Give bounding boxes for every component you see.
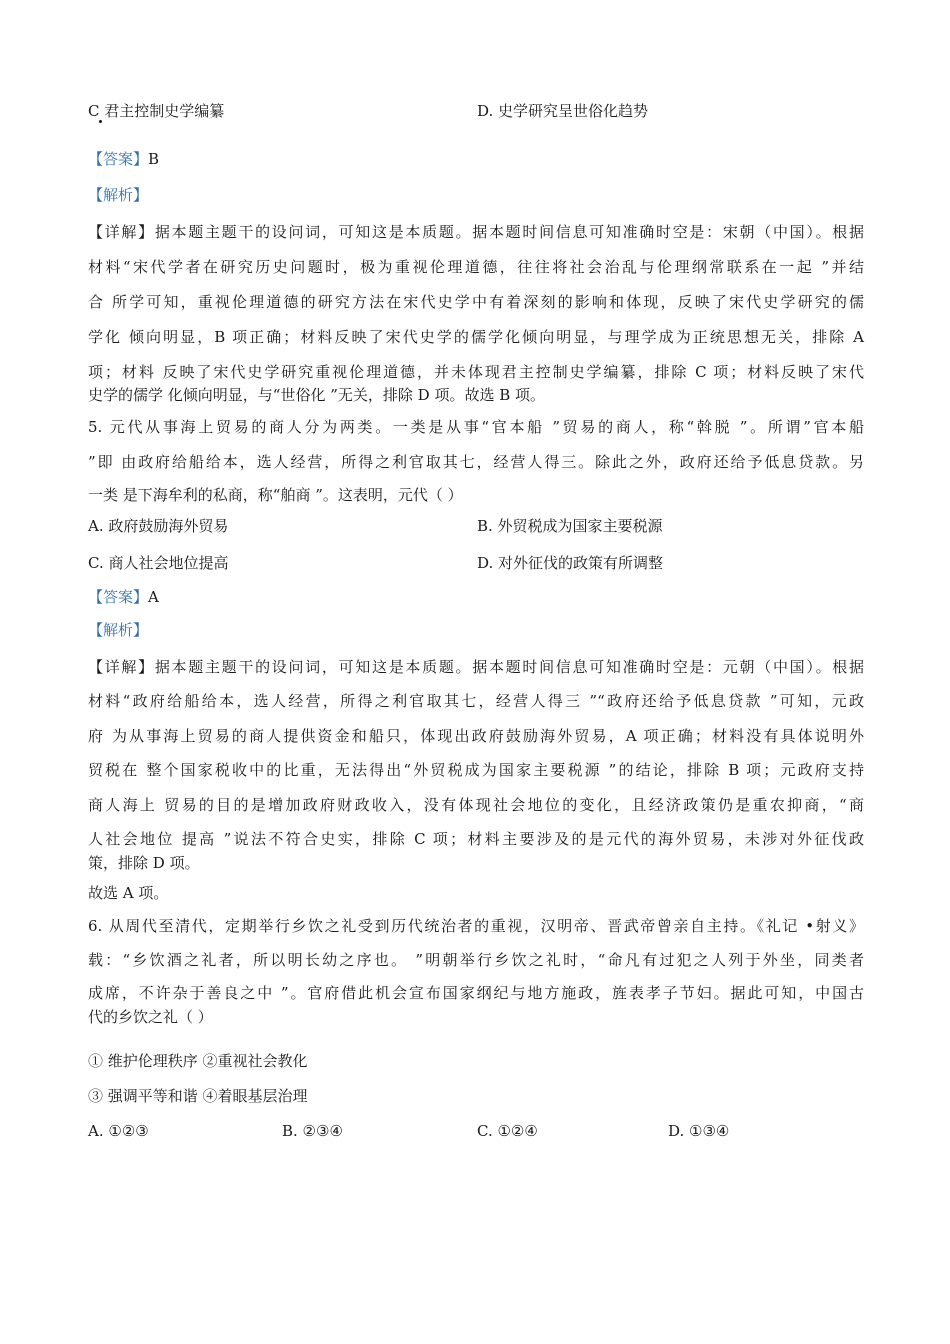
q4-detail-line: 材料“宋代学者在研究历史问题时，极为重视伦理道德，往往将社会治乱与伦理纲常联系在一起 ”并结 (88, 258, 864, 276)
q4-option-c: C 君主控制史学编纂 (88, 102, 225, 120)
q6-option-a: A. ①②③ (88, 1122, 149, 1140)
answer-tag: 【答案】 (88, 588, 149, 606)
q5-answer (88, 586, 159, 607)
q5-detail-line: 策，排除 D 项。 (88, 854, 200, 872)
q5-option-c: C. 商人社会地位提高 (88, 554, 229, 572)
q5-detail-line: 【详解】据本题主题干的设问词，可知这是本质题。据本题时间信息可知准确时空是：元朝（中国）。根据 (88, 658, 864, 676)
answer-value: A (148, 588, 159, 606)
q5-conclusion: 故选 A 项。 (88, 884, 169, 902)
q5-detail-line: 贸税在 整个国家税收中的比重，无法得出“外贸税成为国家主要税源 ”的结论，排除 B 项；元政府支持 (88, 761, 864, 779)
q6-items-row-1: ① 维护伦理秩序 ②重视社会教化 (88, 1052, 308, 1070)
q6-items-row-2: ③ 强调平等和谐 ④着眼基层治理 (88, 1087, 308, 1105)
q5-stem-line: 5. 元代从事海上贸易的商人分为两类。一类是从事“官本船 ”贸易的商人，称“斡脱 ”。所谓”官本船 (88, 418, 864, 436)
q6-option-c: C. ①②④ (477, 1122, 538, 1140)
q6-option-d: D. ①③④ (668, 1122, 730, 1140)
q5-stem-line: 一类 是下海牟利的私商，称“舶商 ”。这表明，元代（ ） (88, 486, 463, 504)
q6-stem-line: 成席，不许杂于善良之中 ”。官府借此机会宣布国家纲纪与地方施政，旌表孝子节妇。据此可知，中国古 (88, 984, 864, 1002)
answer-tag: 【答案】 (88, 150, 149, 168)
q4-answer (88, 148, 159, 169)
q5-detail-line: 商人海上 贸易的目的是增加政府财政收入，没有体现社会地位的变化，且经济政策仍是重农抑商，“商 (88, 796, 864, 814)
q4-detail-line: 项；材料 反映了宋代史学研究重视伦理道德，并未体现君主控制史学编纂，排除 C 项；材料反映了宋代 (88, 363, 864, 381)
q6-stem-line: 6. 从周代至清代，定期举行乡饮之礼受到历代统治者的重视，汉明帝、晋武帝曾亲自主持。《礼记 •射义》 (88, 917, 864, 935)
q5-detail-line: 府 为从事海上贸易的商人提供资金和船只，体现出政府鼓励海外贸易，A 项正确；材料没有具体说明外 (88, 727, 864, 745)
q6-stem-line: 代的乡饮之礼（ ） (88, 1008, 213, 1026)
q6-stem-line: 载：“乡饮酒之礼者，所以明长幼之序也。 ”明朝举行乡饮之礼时，“命凡有过犯之人列于外坐，同类者 (88, 951, 864, 969)
bullet-dot (99, 120, 102, 123)
q4-analysis-tag: 【解析】 (88, 186, 149, 204)
answer-value: B (148, 150, 160, 168)
q4-option-d: D. 史学研究呈世俗化趋势 (477, 102, 649, 120)
q4-detail-line: 学化 倾向明显，B 项正确；材料反映了宋代史学的儒学化倾向明显，与理学成为正统思想无关，排除 A (88, 328, 864, 346)
q4-detail-line: 【详解】据本题主题干的设问词，可知这是本质题。据本题时间信息可知准确时空是：宋朝（中国）。根据 (88, 223, 864, 241)
q5-stem-line: ”即 由政府给船给本，选人经营，所得之利官取其七，经营人得三。除此之外，政府还给予低息贷款。另 (88, 453, 864, 471)
q4-detail-line: 史学的儒学 化倾向明显，与“世俗化 ”无关，排除 D 项。故选 B 项。 (88, 386, 545, 404)
q5-option-b: B. 外贸税成为国家主要税源 (477, 517, 663, 535)
q5-option-a: A. 政府鼓励海外贸易 (88, 517, 229, 535)
q5-option-d: D. 对外征伐的政策有所调整 (477, 554, 664, 572)
q6-option-b: B. ②③④ (282, 1122, 343, 1140)
q5-detail-line: 材料“政府给船给本，选人经营，所得之利官取其七，经营人得三 ”“政府还给予低息贷款 ”可知，元政 (88, 692, 864, 710)
q4-detail-line: 合 所学可知，重视伦理道德的研究方法在宋代史学中有着深刻的影响和体现，反映了宋代史学研究的儒 (88, 293, 864, 311)
q5-detail-line: 人社会地位 提高 ”说法不符合史实，排除 C 项；材料主要涉及的是元代的海外贸易，未涉对外征伐政 (88, 830, 864, 848)
q5-analysis-tag: 【解析】 (88, 621, 149, 639)
